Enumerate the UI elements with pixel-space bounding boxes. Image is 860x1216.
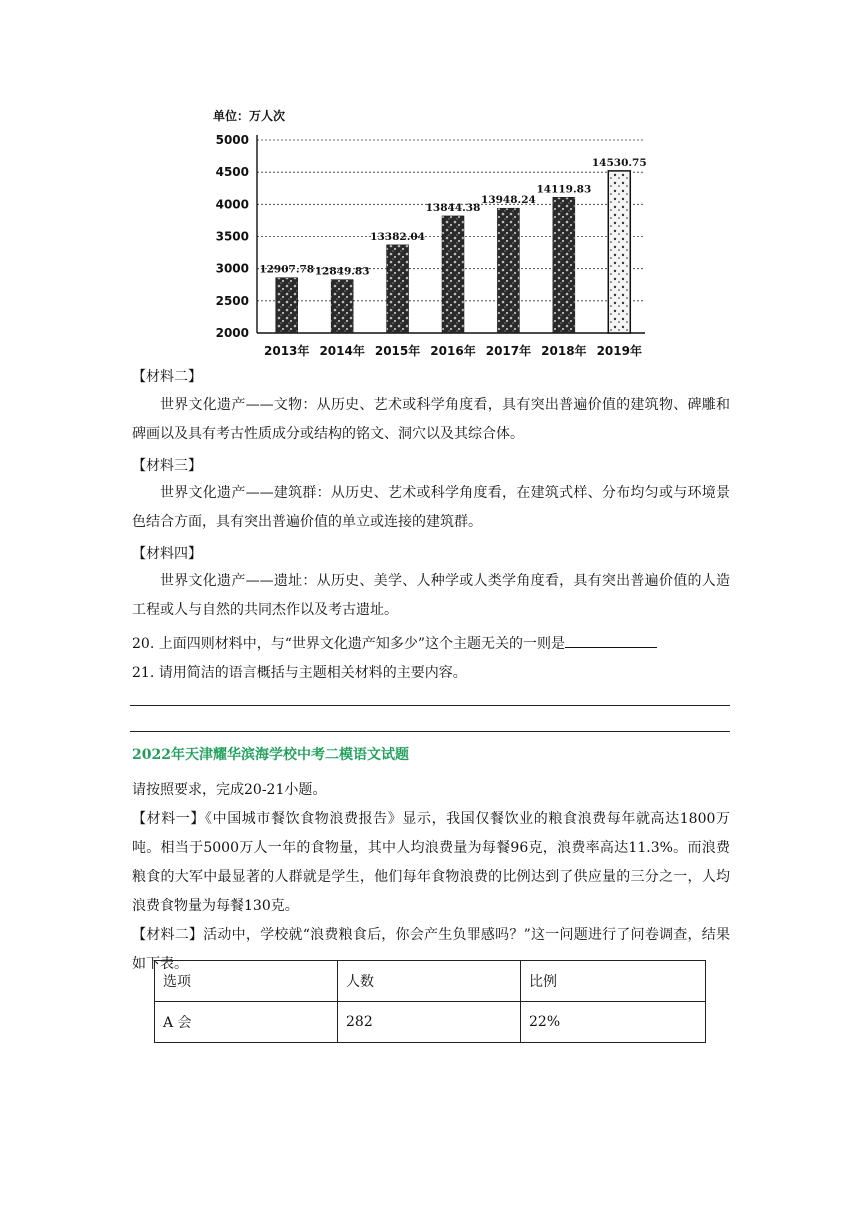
- table-row: [155, 1002, 706, 1043]
- material-4-text: 世界文化遗产——遗址：从历史、美学、人种学或人类学角度看，具有突出普遍价值的人造工程或人与自然的共同杰作以及考古遗址。: [132, 573, 730, 618]
- y-tick-label: 4500: [215, 165, 249, 180]
- material-2b-text: 【材料二】活动中，学校就“浪费粮食后，你会产生负罪感吗？”这一问题进行了问卷调查，结果如下表。: [132, 927, 730, 972]
- unit-label: 单位：万人次: [213, 109, 286, 123]
- y-tick-label: 5000: [215, 133, 249, 147]
- y-tick-label: 4000: [215, 197, 249, 212]
- table-cell: 22%: [521, 1002, 706, 1043]
- x-tick-label: 2017年: [485, 344, 532, 358]
- x-tick-label: 2014年: [319, 344, 365, 358]
- question-20: [132, 630, 730, 659]
- bar-chart-svg: [205, 100, 655, 365]
- bar: [387, 245, 409, 333]
- table-cell: A 会: [155, 1002, 338, 1043]
- bar: [331, 280, 353, 333]
- material-1-text: 【材料一】《中国城市餐饮食物浪费报告》显示，我国仅餐饮业的粮食浪费每年就高达1800万吨。相当于5000万人一年的食物量，其中人均浪费量为每餐96克，浪费率高达11.3%。而浪费粮食的大军中最显著的人群就是学生，他们每年食物浪费的比例达到了供应量的三分之一，人均浪费食物量为每餐130克。: [132, 811, 730, 914]
- data-label: 13844.38: [425, 201, 481, 214]
- table-cell: 282: [338, 1002, 521, 1043]
- x-tick-label: 2016年: [430, 344, 476, 358]
- y-tick-label: 3000: [215, 261, 249, 276]
- material-3-label: 【材料三】: [132, 458, 202, 474]
- x-tick-label: 2018年: [541, 344, 587, 358]
- answer-line-1: [130, 705, 730, 706]
- question-20-text: 20. 上面四则材料中，与“世界文化遗产知多少”这个主题无关的一则是: [132, 636, 566, 652]
- answer-line-2: [130, 731, 730, 732]
- answer-blank: [565, 633, 657, 648]
- visitor-bar-chart: [205, 100, 655, 365]
- table-header-row: [155, 961, 706, 1002]
- material-2-label: 【材料二】: [132, 369, 202, 385]
- table-header-cell: 选项: [155, 961, 338, 1002]
- material-2-text: 世界文化遗产——文物：从历史、艺术或科学角度看，具有突出普遍价值的建筑物、碑雕和碑画以及具有考古性质成分或结构的铭文、洞穴以及其综合体。: [132, 397, 730, 442]
- section-intro: 请按照要求，完成20-21小题。: [132, 782, 327, 798]
- exam-title: 2022年天津耀华滨海学校中考二模语文试题: [132, 747, 409, 763]
- y-tick-label: 3500: [215, 229, 249, 244]
- bar: [497, 208, 519, 333]
- data-label: 13948.24: [481, 194, 536, 207]
- table-header-cell: 比例: [521, 961, 706, 1002]
- x-tick-label: 2015年: [374, 344, 421, 358]
- data-label: 14530.75: [591, 156, 647, 169]
- data-label: 13382.04: [370, 230, 425, 243]
- survey-table: [154, 960, 706, 1043]
- data-label: 14119.83: [536, 183, 592, 196]
- bar: [553, 197, 575, 333]
- data-label: 12849.83: [314, 265, 370, 278]
- x-tick-label: 2019年: [596, 344, 642, 358]
- material-3-text: 世界文化遗产——建筑群：从历史、艺术或科学角度看，在建筑式样、分布均匀或与环境景色结合方面，具有突出普遍价值的单立或连接的建筑群。: [132, 485, 730, 530]
- material-4-label: 【材料四】: [132, 546, 202, 562]
- bar: [608, 171, 630, 333]
- table-header-cell: 人数: [338, 961, 521, 1002]
- y-tick-label: 2000: [215, 326, 249, 340]
- y-tick-label: 2500: [215, 293, 249, 308]
- data-label: 12907.78: [259, 263, 315, 276]
- x-tick-label: 2013年: [264, 344, 310, 358]
- bar: [442, 216, 464, 333]
- question-21: 21. 请用简洁的语言概括与主题相关材料的主要内容。: [132, 665, 467, 681]
- bar: [276, 278, 298, 333]
